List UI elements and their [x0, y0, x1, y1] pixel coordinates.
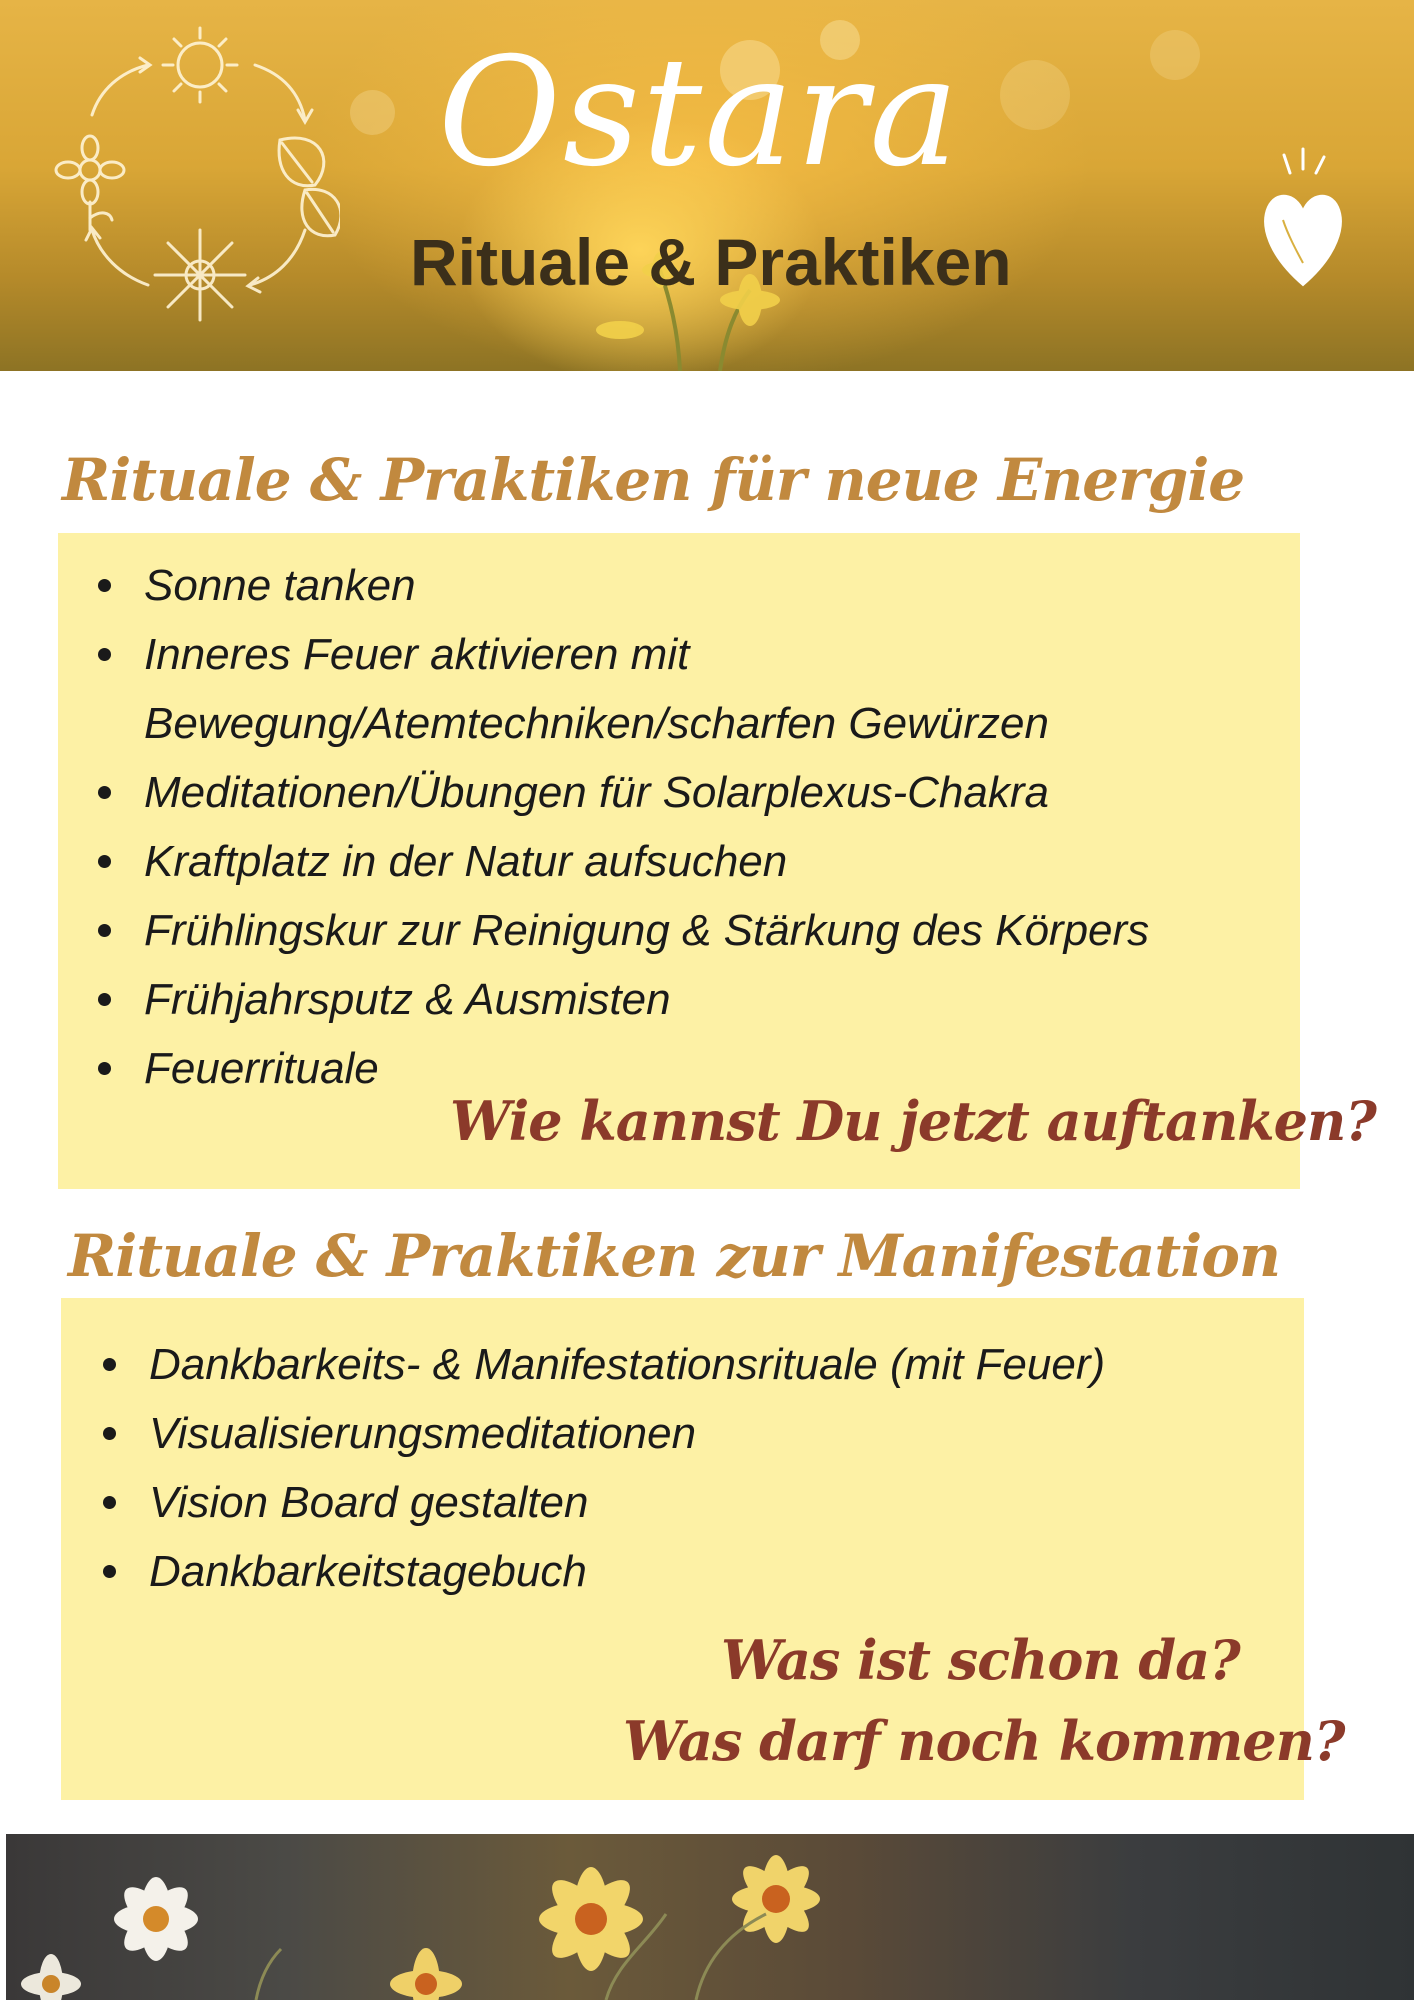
bullet-dot — [98, 648, 111, 661]
list-item — [101, 1537, 1105, 1606]
yellow-flower — [732, 1855, 820, 1943]
white-flower — [21, 1954, 81, 2000]
energie-list — [96, 551, 1149, 1103]
bokeh-light — [1150, 30, 1200, 80]
list-item-text: Frühjahrsputz & Ausmisten — [144, 975, 671, 1024]
list-item-text-continued: Bewegung/Atemtechniken/scharfen Gewürzen — [144, 699, 1049, 748]
list-item-text: Feuerrituale — [144, 1044, 379, 1093]
flower-stems — [256, 1914, 766, 2000]
bullet-dot — [98, 1062, 111, 1075]
list-item — [101, 1330, 1105, 1399]
bullet-dot — [103, 1427, 116, 1440]
bokeh-light — [350, 90, 395, 135]
list-item-text: Meditationen/Übungen für Solarplexus-Chakra — [144, 768, 1049, 817]
white-flower — [114, 1877, 198, 1961]
list-item — [101, 1468, 1105, 1537]
bullet-dot — [98, 993, 111, 1006]
footer-flower-photo — [6, 1834, 1414, 2000]
manifestation-box — [61, 1298, 1345, 1800]
list-item — [96, 965, 1149, 1034]
list-item-text: Visualisierungsmeditationen — [149, 1409, 697, 1458]
section-heading-manifestation: Rituale & Praktiken zur Manifestation — [68, 1222, 1281, 1290]
page-subtitle: Rituale & Praktiken — [410, 225, 1012, 299]
energie-box — [58, 533, 1376, 1189]
seasons-cycle-icon — [50, 10, 340, 330]
list-item — [101, 1399, 1105, 1468]
question-auftanken: Wie kannst Du jetzt auftanken? — [450, 1089, 1376, 1153]
question-schon-da: Was ist schon da? — [721, 1628, 1240, 1692]
list-item-text: Inneres Feuer aktivieren mit — [144, 630, 690, 679]
bullet-dot — [98, 786, 111, 799]
flower-illustration — [6, 1834, 1414, 2000]
list-item — [96, 896, 1149, 965]
bullet-dot — [98, 924, 111, 937]
list-item-text: Dankbarkeits- & Manifestationsrituale (mit Feuer) — [149, 1340, 1106, 1389]
bullet-dot — [98, 855, 111, 868]
bullet-dot — [98, 579, 111, 592]
yellow-flower — [539, 1867, 643, 1971]
list-item — [96, 758, 1149, 827]
page-title: Ostara — [438, 26, 961, 200]
list-item-text: Vision Board gestalten — [149, 1478, 589, 1527]
list-item-text: Sonne tanken — [144, 561, 416, 610]
section-heading-energie: Rituale & Praktiken für neue Energie — [62, 446, 1245, 514]
list-item-text: Dankbarkeitstagebuch — [149, 1547, 587, 1596]
list-item — [96, 551, 1149, 620]
list-item-text: Frühlingskur zur Reinigung & Stärkung des Körpers — [144, 906, 1150, 955]
bullet-dot — [103, 1565, 116, 1578]
list-item — [96, 827, 1149, 896]
list-item-text: Kraftplatz in der Natur aufsuchen — [144, 837, 788, 886]
manifestation-list — [101, 1330, 1105, 1606]
question-noch-kommen: Was darf noch kommen? — [623, 1709, 1345, 1773]
list-item — [96, 620, 1149, 758]
yellow-flower — [390, 1948, 462, 2000]
bullet-dot — [103, 1358, 116, 1371]
header-banner — [0, 0, 1414, 371]
heart-icon — [1258, 145, 1348, 295]
bullet-dot — [103, 1496, 116, 1509]
